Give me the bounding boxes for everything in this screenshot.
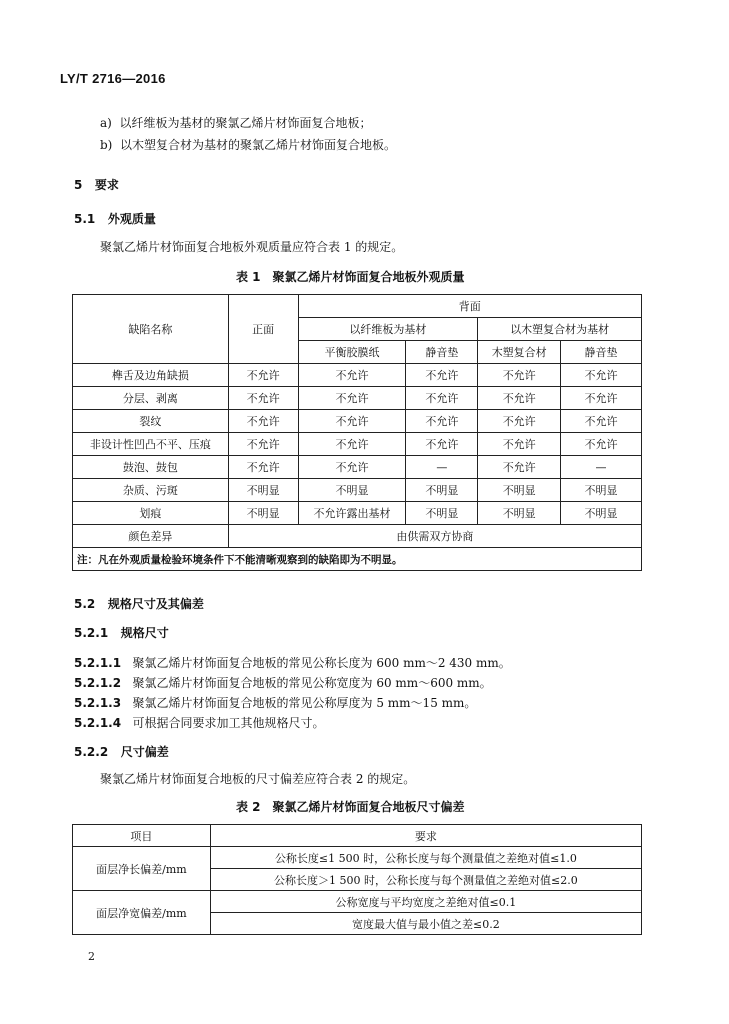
page-number: 2 bbox=[88, 950, 95, 963]
table-cell: 不允许 bbox=[478, 387, 561, 410]
section-5-2-2-heading: 5.2.2 尺寸偏差 bbox=[74, 745, 169, 759]
section-5-2-heading: 5.2 规格尺寸及其偏差 bbox=[74, 597, 204, 611]
table-cell: 榫舌及边角缺损 bbox=[73, 364, 229, 387]
table-cell: 不允许 bbox=[561, 364, 642, 387]
table-row bbox=[73, 891, 642, 913]
table-cell: 不允许 bbox=[561, 433, 642, 456]
table-1-caption: 表 1 聚氯乙烯片材饰面复合地板外观质量 bbox=[236, 270, 465, 284]
section-5-2-1-heading: 5.2.1 规格尺寸 bbox=[74, 626, 169, 640]
table-cell: 不明显 bbox=[406, 502, 478, 525]
table-cell: 不允许 bbox=[561, 387, 642, 410]
table-cell: 不明显 bbox=[561, 479, 642, 502]
table-cell: 不允许 bbox=[406, 410, 478, 433]
header-requirement: 要求 bbox=[210, 825, 641, 847]
table-cell: 裂纹 bbox=[73, 410, 229, 433]
table-cell: 不允许 bbox=[228, 433, 298, 456]
subheader-cell: 静音垫 bbox=[406, 341, 478, 364]
table-row bbox=[73, 364, 642, 387]
table-row bbox=[73, 456, 642, 479]
table-cell: 不允许 bbox=[228, 364, 298, 387]
table-note: 注：凡在外观质量检验环境条件下不能清晰观察到的缺陷即为不明显。 bbox=[73, 548, 642, 571]
table-cell: 公称长度≤1 500 时，公称长度与每个测量值之差绝对值≤1.0 bbox=[210, 847, 641, 869]
header-front: 正面 bbox=[228, 295, 298, 364]
subheader-cell: 平衡胶膜纸 bbox=[298, 341, 406, 364]
list-item-b bbox=[100, 136, 396, 153]
table-cell: 不允许 bbox=[298, 364, 406, 387]
table-cell: 不允许 bbox=[298, 410, 406, 433]
table-cell: 面层净宽偏差/mm bbox=[73, 891, 211, 935]
table-cell: 不明显 bbox=[478, 479, 561, 502]
clause-5-2-1-4: 5.2.1.4 可根据合同要求加工其他规格尺寸。 bbox=[74, 716, 325, 730]
header-item: 项目 bbox=[73, 825, 211, 847]
table-cell: 不允许 bbox=[478, 364, 561, 387]
table-cell: 不允许 bbox=[561, 410, 642, 433]
table-2 bbox=[72, 824, 642, 935]
table-cell: 不明显 bbox=[228, 479, 298, 502]
table-cell: 不允许 bbox=[406, 364, 478, 387]
table-cell: 不允许 bbox=[228, 456, 298, 479]
table-cell: 不允许露出基材 bbox=[298, 502, 406, 525]
table-cell: 由供需双方协商 bbox=[228, 525, 641, 548]
table-cell: 不明显 bbox=[228, 502, 298, 525]
table-cell: 不允许 bbox=[478, 410, 561, 433]
paragraph-5-1: 聚氯乙烯片材饰面复合地板外观质量应符合表 1 的规定。 bbox=[100, 240, 404, 254]
table-cell: 公称长度＞1 500 时，公称长度与每个测量值之差绝对值≤2.0 bbox=[210, 869, 641, 891]
header-fiber-board: 以纤维板为基材 bbox=[298, 318, 478, 341]
table-cell: 划痕 bbox=[73, 502, 229, 525]
table-cell: 公称宽度与平均宽度之差绝对值≤0.1 bbox=[210, 891, 641, 913]
table-cell: 不允许 bbox=[298, 387, 406, 410]
table-cell: 不允许 bbox=[298, 433, 406, 456]
section-5-heading: 5 要求 bbox=[74, 178, 119, 192]
subheader-cell: 静音垫 bbox=[561, 341, 642, 364]
table-cell: 不明显 bbox=[478, 502, 561, 525]
table-cell: 非设计性凹凸不平、压痕 bbox=[73, 433, 229, 456]
table-cell: 不允许 bbox=[228, 410, 298, 433]
table-cell: 不允许 bbox=[406, 387, 478, 410]
table-note-row bbox=[73, 548, 642, 571]
subheader-cell: 木塑复合材 bbox=[478, 341, 561, 364]
table-2-caption: 表 2 聚氯乙烯片材饰面复合地板尺寸偏差 bbox=[236, 800, 465, 814]
list-text: 以纤维板为基材的聚氯乙烯片材饰面复合地板； bbox=[119, 116, 372, 130]
table-cell: 不允许 bbox=[406, 433, 478, 456]
clause-5-2-1-2: 5.2.1.2 聚氯乙烯片材饰面复合地板的常见公称宽度为 60 mm～600 mm。 bbox=[74, 676, 492, 690]
table-cell: 面层净长偏差/mm bbox=[73, 847, 211, 891]
table-1 bbox=[72, 294, 642, 571]
standard-header: LY/T 2716—2016 bbox=[60, 71, 166, 86]
list-label: b) bbox=[100, 138, 113, 152]
table-cell: 杂质、污斑 bbox=[73, 479, 229, 502]
table-row bbox=[73, 502, 642, 525]
section-5-1-heading: 5.1 外观质量 bbox=[74, 212, 156, 226]
header-back: 背面 bbox=[298, 295, 641, 318]
list-text: 以木塑复合材为基材的聚氯乙烯片材饰面复合地板。 bbox=[120, 138, 397, 152]
list-label: a) bbox=[100, 116, 112, 130]
table-row bbox=[73, 525, 642, 548]
table-cell: 不明显 bbox=[561, 502, 642, 525]
table-cell: 宽度最大值与最小值之差≤0.2 bbox=[210, 913, 641, 935]
paragraph-5-2-2: 聚氯乙烯片材饰面复合地板的尺寸偏差应符合表 2 的规定。 bbox=[100, 772, 416, 786]
table-row bbox=[73, 479, 642, 502]
table-row bbox=[73, 847, 642, 869]
table-cell: 不明显 bbox=[298, 479, 406, 502]
table-row bbox=[73, 433, 642, 456]
table-cell: 分层、剥离 bbox=[73, 387, 229, 410]
clause-5-2-1-3: 5.2.1.3 聚氯乙烯片材饰面复合地板的常见公称厚度为 5 mm～15 mm。 bbox=[74, 696, 477, 710]
table-cell: 不允许 bbox=[478, 456, 561, 479]
header-defect-name: 缺陷名称 bbox=[73, 295, 229, 364]
table-row bbox=[73, 410, 642, 433]
table-cell: 不明显 bbox=[406, 479, 478, 502]
table-row bbox=[73, 387, 642, 410]
table-cell: 不允许 bbox=[478, 433, 561, 456]
list-item-a bbox=[100, 114, 372, 131]
clause-5-2-1-1: 5.2.1.1 聚氯乙烯片材饰面复合地板的常见公称长度为 600 mm～2 430 mm。 bbox=[74, 656, 511, 670]
table-cell: 颜色差异 bbox=[73, 525, 229, 548]
table-cell: 鼓泡、鼓包 bbox=[73, 456, 229, 479]
header-wpc: 以木塑复合材为基材 bbox=[478, 318, 642, 341]
table-cell: 不允许 bbox=[298, 456, 406, 479]
table-cell: 不允许 bbox=[228, 387, 298, 410]
table-cell: — bbox=[406, 456, 478, 479]
table-cell: — bbox=[561, 456, 642, 479]
